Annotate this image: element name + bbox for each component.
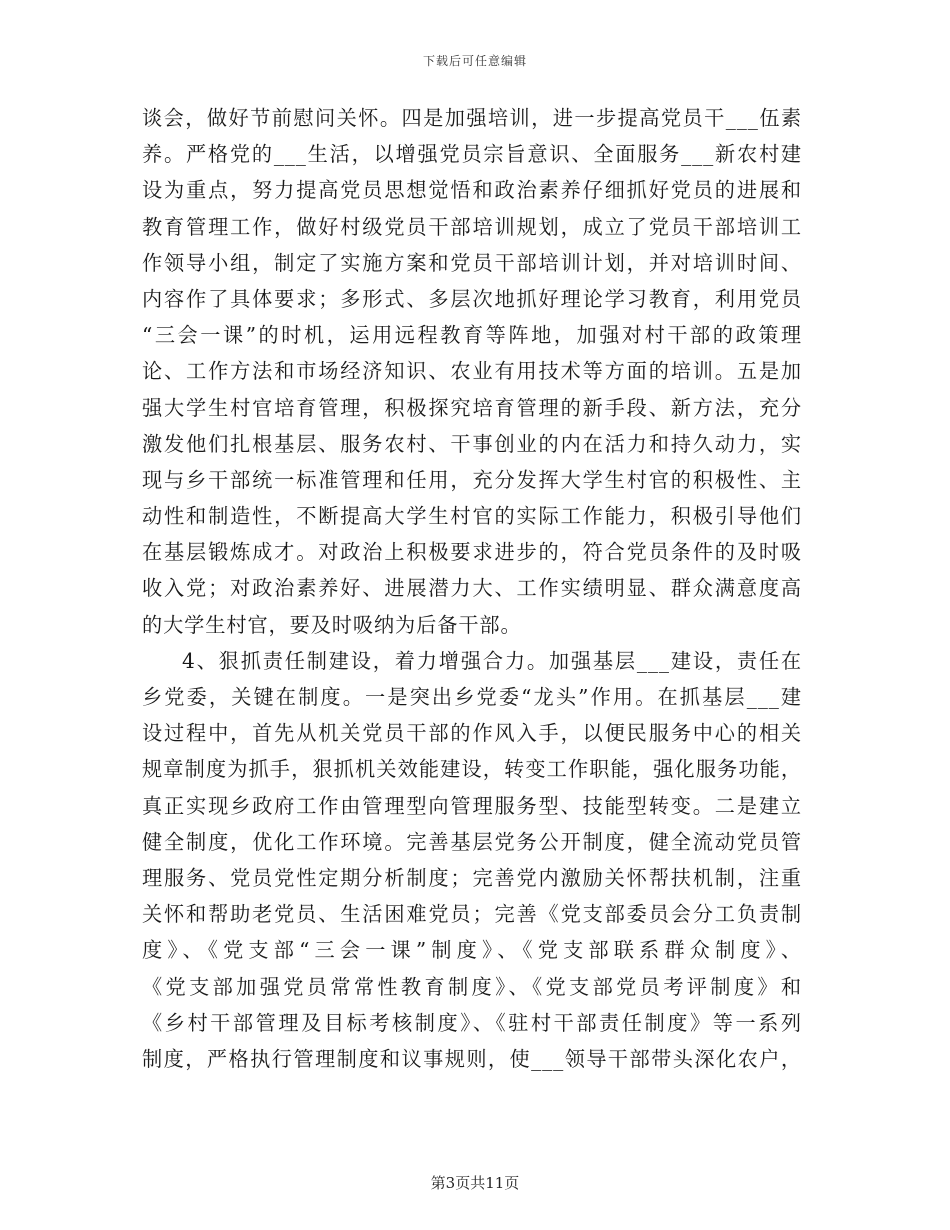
text-line: 设为重点，努力提高党员思想觉悟和政治素养仔细抓好党员的进展和 [142, 178, 802, 203]
text-line: 关怀和帮助老党员、生活困难党员；完善《党支部委员会分工负责制 [142, 902, 802, 927]
document-body [142, 100, 802, 1077]
text-line: 在基层锻炼成才。对政治上积极要求进步的，符合党员条件的及时吸 [142, 540, 802, 565]
text-line-paragraph-start: 4、狠抓责任制建设，着力增强合力。加强基层___建设，责任在 [182, 648, 802, 673]
text-line: 规章制度为抓手，狠抓机关效能建设，转变工作职能，强化服务功能， [142, 757, 802, 782]
text-line: 健全制度，优化工作环境。完善基层党务公开制度，健全流动党员管 [142, 829, 802, 854]
text-line-paragraph-end: 的大学生村官，要及时吸纳为后备干部。 [142, 612, 522, 637]
text-line: 设过程中，首先从机关党员干部的作风入手，以便民服务中心的相关 [142, 721, 802, 746]
text-line: 现与乡干部统一标准管理和任用，充分发挥大学生村官的积极性、主 [142, 467, 802, 492]
text-line: 动性和制造性，不断提高大学生村官的实际工作能力，积极引导他们 [142, 504, 802, 529]
page-header-note: 下载后可任意编辑 [422, 54, 527, 68]
text-line: 《党支部加强党员常常性教育制度》、《党支部党员考评制度》和 [142, 974, 802, 999]
text-line: 激发他们扎根基层、服务农村、干事创业的内在活力和持久动力，实 [142, 431, 802, 456]
text-line: 论、工作方法和市场经济知识、农业有用技术等方面的培训。五是加 [142, 359, 802, 384]
text-line: 作领导小组，制定了实施方案和党员干部培训计划，并对培训时间、 [142, 250, 802, 275]
text-line: 《乡村干部管理及目标考核制度》、《驻村干部责任制度》等一系列 [142, 1010, 802, 1035]
text-line: 收入党；对政治素养好、进展潜力大、工作实绩明显、群众满意度高 [142, 576, 802, 601]
text-line: 强大学生村官培育管理，积极探究培育管理的新手段、新方法，充分 [142, 395, 802, 420]
text-line: 度》、《党支部“三会一课”制度》、《党支部联系群众制度》、 [142, 938, 802, 963]
text-line: 教育管理工作，做好村级党员干部培训规划，成立了党员干部培训工 [142, 214, 802, 239]
text-line: “三会一课”的时机，运用远程教育等阵地，加强对村干部的政策理 [142, 323, 802, 348]
text-line: 养。严格党的___生活，以增强党员宗旨意识、全面服务___新农村建 [142, 142, 802, 167]
text-line: 谈会，做好节前慰问关怀。四是加强培训，进一步提高党员干___伍素 [142, 106, 802, 130]
text-line: 内容作了具体要求；多形式、多层次地抓好理论学习教育，利用党员 [142, 286, 802, 311]
text-line: 理服务、党员党性定期分析制度；完善党内激励关怀帮扶机制，注重 [142, 865, 802, 890]
page-number: 第3页共11页 [430, 1174, 520, 1192]
text-line: 真正实现乡政府工作由管理型向管理服务型、技能型转变。二是建立 [142, 793, 802, 818]
text-line: 制度，严格执行管理制度和议事规则，使___领导干部带头深化农户， [142, 1046, 802, 1071]
text-line: 乡党委，关键在制度。一是突出乡党委“龙头”作用。在抓基层___建 [142, 685, 802, 709]
